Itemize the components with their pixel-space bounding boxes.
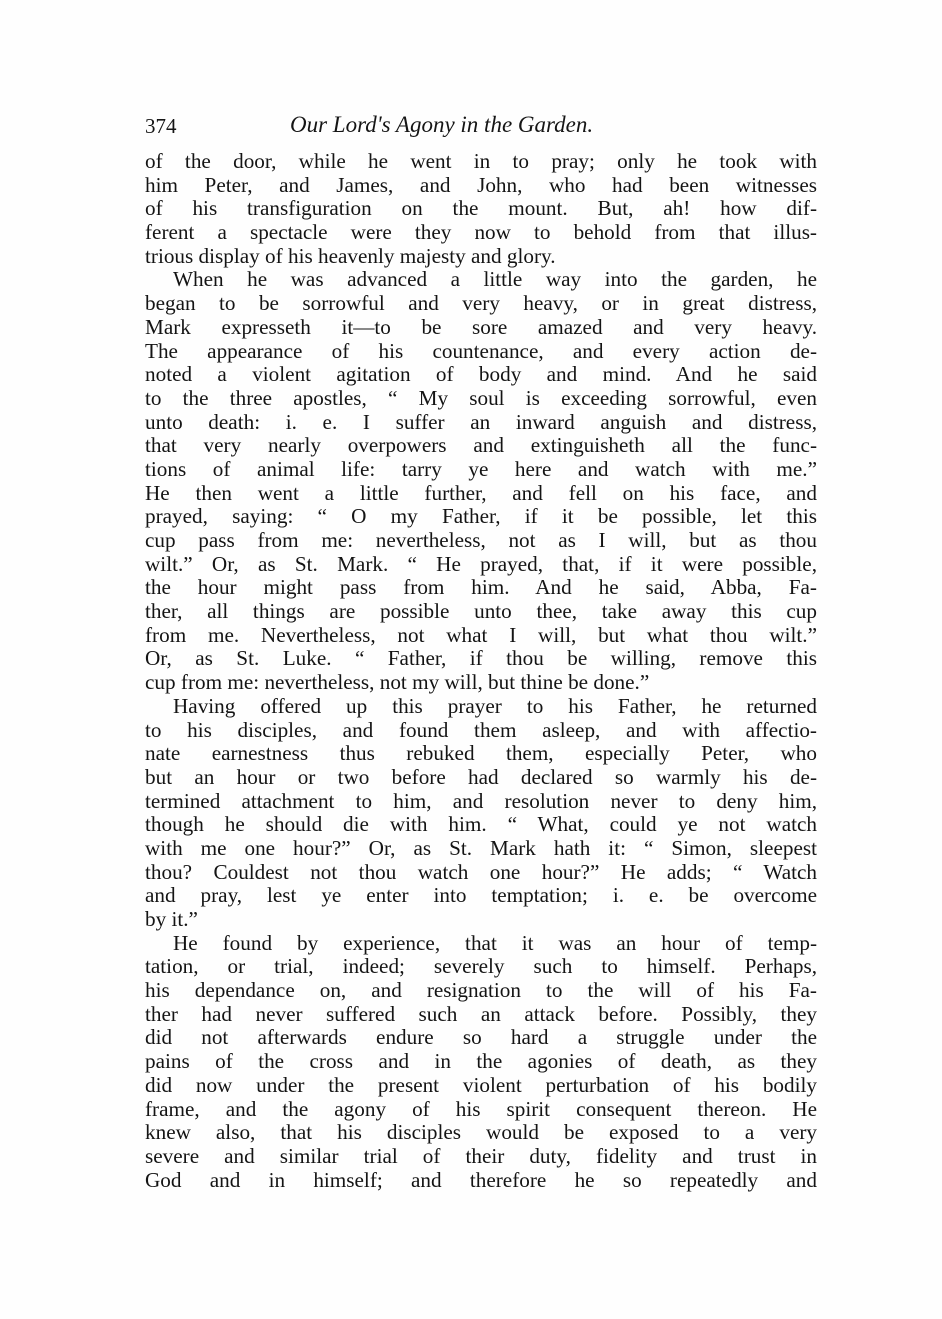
text-line: He then went a little further, and fell on his face, and (145, 480, 817, 505)
text-line: tions of animal life: tarry ye here and watch with me.” (145, 456, 817, 481)
text-line: trious display of his heavenly majesty and glory. (145, 243, 556, 268)
text-line: The appearance of his countenance, and every action de- (145, 338, 817, 363)
text-line: of his transfiguration on the mount. But, ah! how dif- (145, 196, 817, 221)
text-line: unto death: i. e. I suffer an inward anguish and distress, (145, 409, 817, 434)
text-line: that very nearly overpowers and extinguisheth all the func- (145, 433, 817, 458)
text-line: his dependance on, and resignation to the will of his Fa- (145, 978, 817, 1003)
text-line: ferent a spectacle were they now to behold from that illus- (145, 220, 817, 245)
text-line: thou? Couldest not thou watch one hour?” He adds; “ Watch (145, 859, 817, 884)
text-line: him Peter, and James, and John, who had been witnesses (145, 172, 817, 197)
text-line: by it.” (145, 907, 198, 931)
text-line: wilt.” Or, as St. Mark. “ He prayed, that, if it were possible, (145, 551, 817, 576)
text-line: from me. Nevertheless, not what I will, but what thou wilt.” (145, 622, 817, 647)
text-line: pains of the cross and in the agonies of death, as they (145, 1049, 817, 1074)
text-line: ther had never suffered such an attack before. Possibly, they (145, 1001, 817, 1026)
text-line: to his disciples, and found them asleep, and with affectio- (145, 717, 817, 742)
text-line: tation, or trial, indeed; severely such to himself. Perhaps, (145, 954, 817, 979)
text-line: prayed, saying: “ O my Father, if it be possible, let this (145, 504, 817, 529)
text-line: but an hour or two before had declared so warmly his de- (145, 764, 817, 789)
text-line: with me one hour?” Or, as St. Mark hath it: “ Simon, sleepest (145, 835, 817, 860)
text-line: knew also, that his disciples would be exposed to a very (145, 1120, 817, 1145)
text-line: nate earnestness thus rebuked them, especially Peter, who (145, 741, 817, 766)
text-line: frame, and the agony of his spirit consequent thereon. He (145, 1096, 817, 1121)
page-number: 374 (145, 114, 177, 138)
text-line: He found by experience, that it was an hour of temp- (173, 930, 817, 955)
text-line: termined attachment to him, and resolution never to deny him, (145, 788, 817, 813)
text-line: cup pass from me: nevertheless, not as I will, but as thou (145, 528, 817, 552)
page-header (145, 110, 817, 140)
text-line: Mark expresseth it—to be sore amazed and very heavy. (145, 314, 817, 339)
text-line: of the door, while he went in to pray; only he took with (145, 149, 817, 173)
text-line: cup from me: nevertheless, not my will, but thine be done.” (145, 670, 650, 695)
text-line: noted a violent agitation of body and mind. And he said (145, 362, 817, 387)
text-line: and pray, lest ye enter into temptation; i. e. be overcome (145, 883, 817, 908)
text-line: Having offered up this prayer to his Father, he returned (173, 693, 817, 718)
text-line: to the three apostles, “ My soul is exceeding sorrowful, even (145, 385, 817, 410)
text-line: When he was advanced a little way into the garden, he (173, 267, 817, 292)
text-line: Or, as St. Luke. “ Father, if thou be willing, remove this (145, 646, 817, 671)
text-line: ther, all things are possible unto thee, take away this cup (145, 599, 817, 624)
text-line: severe and similar trial of their duty, fidelity and trust in (145, 1143, 817, 1168)
text-line: though he should die with him. “ What, could ye not watch (145, 812, 817, 837)
running-title: Our Lord's Agony in the Garden. (290, 112, 594, 137)
text-line: did not afterwards endure so hard a struggle under the (145, 1025, 817, 1050)
body-text (145, 150, 817, 1192)
text-line: God and in himself; and therefore he so repeatedly and (145, 1167, 817, 1192)
text-line: began to be sorrowful and very heavy, or in great distress, (145, 291, 817, 316)
text-line: the hour might pass from him. And he said, Abba, Fa- (145, 575, 817, 600)
text-line: did now under the present violent perturbation of his bodily (145, 1072, 817, 1097)
